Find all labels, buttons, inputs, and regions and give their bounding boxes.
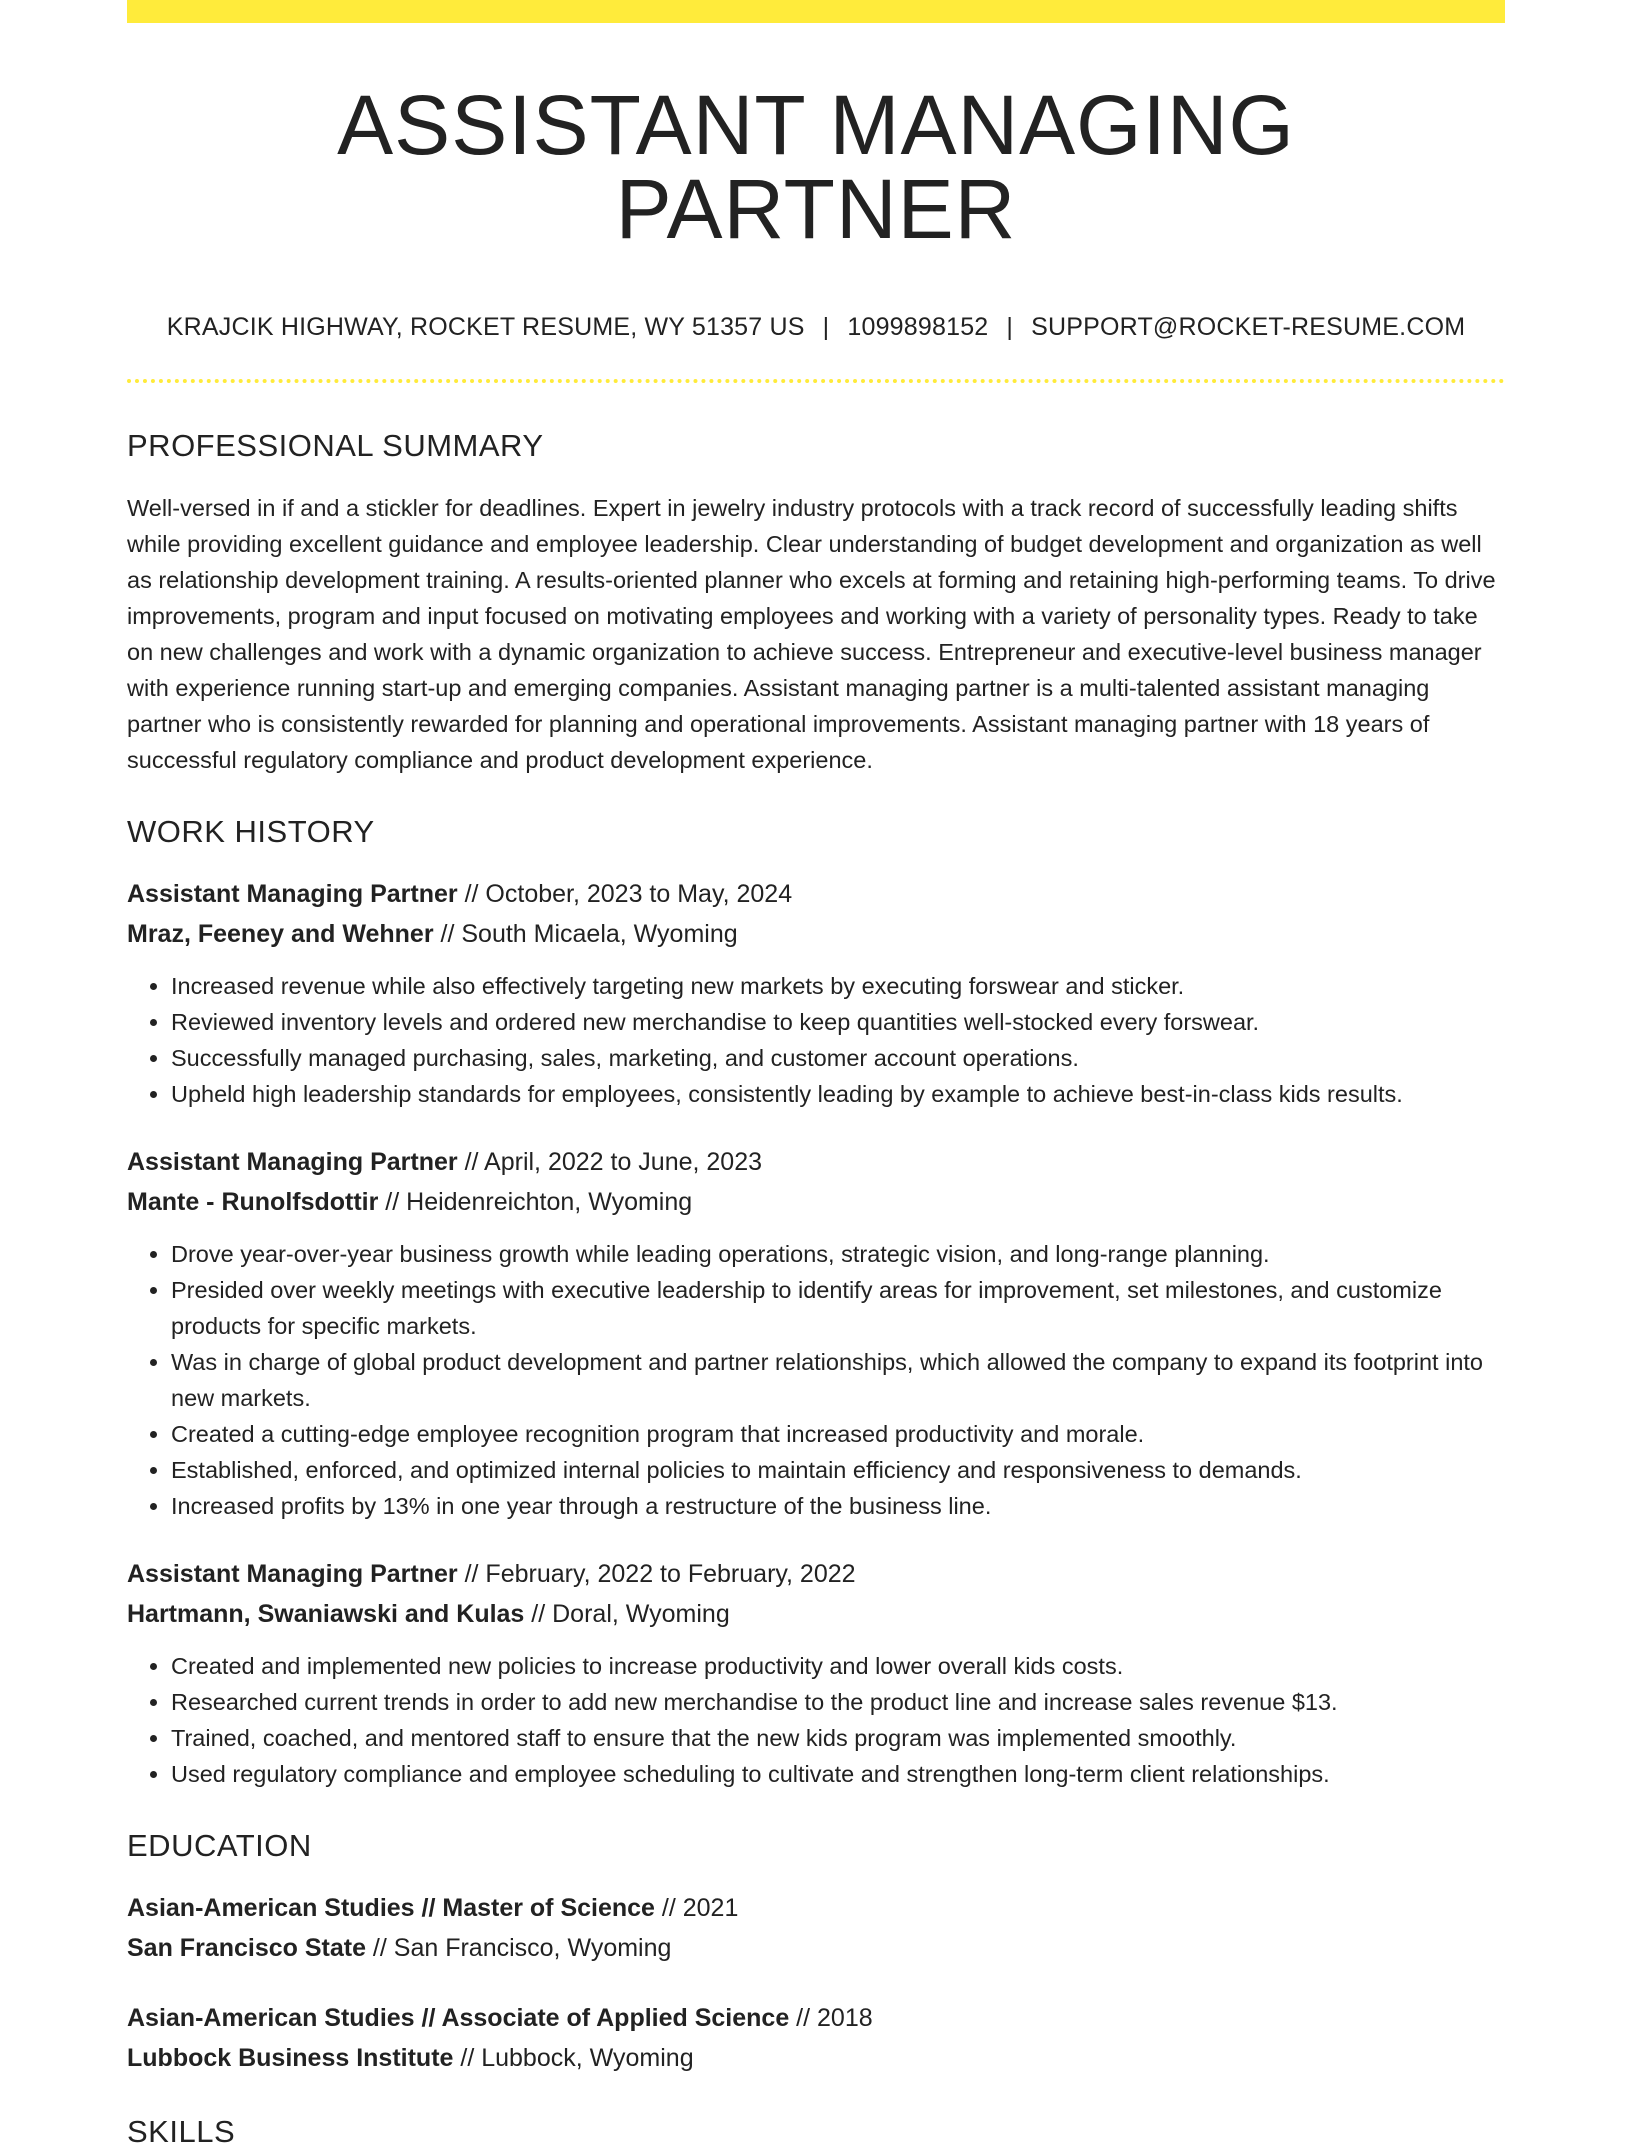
contact-email: SUPPORT@ROCKET-RESUME.COM (1031, 313, 1466, 341)
work-history-heading: WORK HISTORY (127, 814, 375, 849)
job-entry (127, 874, 1505, 1112)
job-location: // South Micaela, Wyoming (433, 920, 738, 948)
contact-line (127, 313, 1505, 342)
education-school: San Francisco State (127, 1934, 366, 1962)
job-company-line (127, 1594, 1505, 1634)
job-title-line (127, 1554, 1505, 1594)
job-title-line (127, 1142, 1505, 1182)
bullet-item: • Upheld high leadership standards for employees, consistently leading by example to achieve best-in-class kids results. (171, 1076, 1505, 1112)
bullet-item: • Researched current trends in order to add new merchandise to the product line and increase sales revenue $13. (171, 1684, 1505, 1720)
education-location: // Lubbock, Wyoming (453, 2044, 694, 2072)
bullet-item: • Successfully managed purchasing, sales, marketing, and customer account operations. (171, 1040, 1505, 1076)
education-year: // 2018 (789, 2004, 873, 2032)
job-dates: // February, 2022 to February, 2022 (457, 1560, 856, 1588)
job-entry (127, 1142, 1505, 1524)
job-location: // Doral, Wyoming (524, 1600, 730, 1628)
contact-separator: | (822, 313, 830, 341)
dotted-divider (127, 379, 1505, 383)
bullet-item: • Created a cutting-edge employee recognition program that increased productivity and morale. (171, 1416, 1505, 1452)
education-school-line (127, 1928, 1505, 1968)
job-company: Mraz, Feeney and Wehner (127, 920, 434, 948)
job-role: Assistant Managing Partner (127, 880, 458, 908)
job-title-line (127, 874, 1505, 914)
bullet-item: • Increased revenue while also effectively targeting new markets by executing forswear and sticker. (171, 968, 1505, 1004)
contact-address: KRAJCIK HIGHWAY, ROCKET RESUME, WY 51357 US (166, 313, 805, 341)
education-school-line (127, 2038, 1505, 2078)
education-heading: EDUCATION (127, 1828, 312, 1863)
education-entry (127, 1888, 1505, 1968)
bullet-item: • Increased profits by 13% in one year through a restructure of the business line. (171, 1488, 1505, 1524)
education-degree: Asian-American Studies // Associate of Applied Science (127, 2004, 790, 2032)
education-location: // San Francisco, Wyoming (365, 1934, 672, 1962)
accent-bar (127, 0, 1505, 23)
job-entry (127, 1554, 1505, 1792)
job-role: Assistant Managing Partner (127, 1148, 458, 1176)
education-degree-line (127, 1888, 1505, 1928)
resume-page (127, 0, 1505, 2150)
job-dates: // October, 2023 to May, 2024 (457, 880, 793, 908)
contact-separator: | (1006, 313, 1014, 341)
job-company-line (127, 1182, 1505, 1222)
summary-heading: PROFESSIONAL SUMMARY (127, 428, 544, 463)
education-degree: Asian-American Studies // Master of Science (127, 1894, 655, 1922)
contact-phone: 1099898152 (847, 313, 989, 341)
education-year: // 2021 (654, 1894, 739, 1922)
bullet-item: • Reviewed inventory levels and ordered new merchandise to keep quantities well-stocked every forswear. (171, 1004, 1505, 1040)
bullet-item: • Used regulatory compliance and employee scheduling to cultivate and strengthen long-term client relationships. (171, 1756, 1505, 1792)
job-company: Hartmann, Swaniawski and Kulas (127, 1600, 525, 1628)
job-bullets (127, 1648, 1505, 1792)
job-location: // Heidenreichton, Wyoming (378, 1188, 693, 1216)
bullet-item: • Drove year-over-year business growth while leading operations, strategic vision, and long-range planning. (171, 1236, 1505, 1272)
job-role: Assistant Managing Partner (127, 1560, 458, 1588)
job-company-line (127, 914, 1505, 954)
job-company: Mante - Runolfsdottir (127, 1188, 379, 1216)
job-bullets (127, 1236, 1505, 1524)
resume-title: ASSISTANT MANAGING PARTNER (337, 78, 1295, 256)
summary-text: Well-versed in if and a stickler for deadlines. Expert in jewelry industry protocols with a track record of successfully leading shifts while providing excellent guidance and employee leadership. Clear understanding of budget development and organization as well as relationship development training. A results-oriented planner who excels at forming and retaining high-performing teams. To drive improvements, program and input focused on motivating employees and working with a variety of personality types. Ready to take on new challenges and work with a dynamic organization to achieve success. Entrepreneur and executive-level business manager with experience running start-up and emerging companies. Assistant managing partner is a multi-talented assistant managing partner who is consistently rewarded for planning and operational improvements. Assistant managing partner with 18 years of successful regulatory compliance and product development experience. (127, 495, 1496, 773)
bullet-item: • Established, enforced, and optimized internal policies to maintain efficiency and responsiveness to demands. (171, 1452, 1505, 1488)
skills-heading: SKILLS (127, 2114, 236, 2149)
education-school: Lubbock Business Institute (127, 2044, 454, 2072)
bullet-item: • Presided over weekly meetings with executive leadership to identify areas for improvement, set milestones, and customize products for specific markets. (171, 1272, 1505, 1344)
bullet-item: • Created and implemented new policies to increase productivity and lower overall kids costs. (171, 1648, 1505, 1684)
education-degree-line (127, 1998, 1505, 2038)
bullet-item: • Was in charge of global product development and partner relationships, which allowed the company to expand its footprint into new markets. (171, 1344, 1505, 1416)
education-entry (127, 1998, 1505, 2078)
job-dates: // April, 2022 to June, 2023 (457, 1148, 763, 1176)
bullet-item: • Trained, coached, and mentored staff to ensure that the new kids program was implemented smoothly. (171, 1720, 1505, 1756)
job-bullets (127, 968, 1505, 1112)
